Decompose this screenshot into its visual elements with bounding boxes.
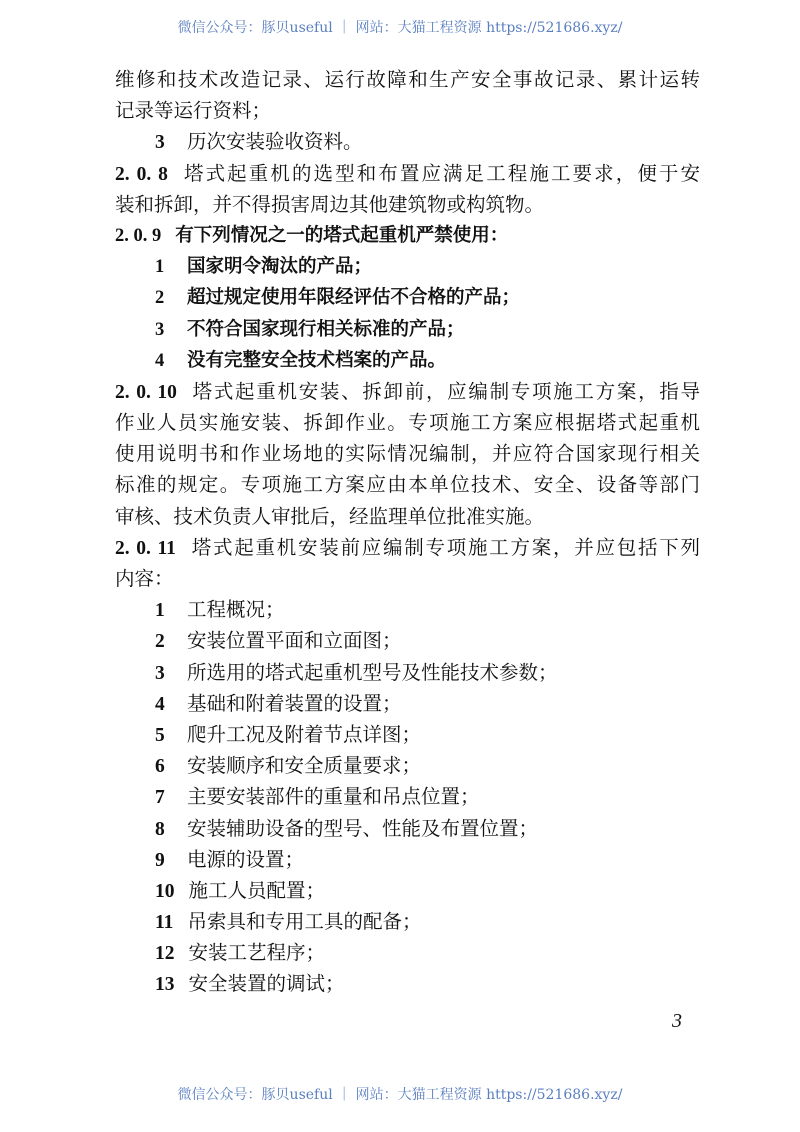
item-text: 安装位置平面和立面图； (187, 629, 402, 653)
page-number: 3 (672, 1010, 682, 1032)
item-text: 安装辅助设备的型号、性能及布置位置； (187, 816, 539, 840)
clause-2-0-8 (115, 158, 700, 189)
text-line: 内容： (115, 567, 174, 590)
clause-number: 2. 0. 10 (115, 381, 177, 403)
item-number: 9 (155, 849, 165, 871)
list-item (115, 781, 700, 812)
list-item (115, 657, 700, 688)
list-item (115, 844, 700, 875)
item-text: 爬升工况及附着节点详图； (187, 722, 422, 746)
item-number: 2 (155, 631, 165, 653)
item-number: 11 (155, 912, 174, 934)
clause-number: 2. 0. 9 (115, 225, 162, 246)
item-number: 1 (155, 257, 165, 278)
clause-text: 塔式起重机安装、拆卸前，应编制专项施工方案，指导 (190, 379, 700, 403)
item-text: 国家明令淘汰的产品； (187, 256, 373, 278)
item-number: 3 (155, 662, 165, 684)
clause-text: 塔式起重机安装前应编制专项施工方案，并应包括下列 (189, 535, 700, 559)
item-text: 主要安装部件的重量和吊点位置； (187, 785, 480, 809)
list-item (115, 625, 700, 656)
list-item (115, 282, 700, 313)
list-item (115, 314, 700, 345)
item-text: 施工人员配置； (188, 878, 326, 902)
text-line: 记录等运行资料； (115, 99, 272, 123)
list-item (115, 813, 700, 844)
list-item (115, 688, 700, 719)
item-text: 超过规定使用年限经评估不合格的产品； (187, 287, 521, 309)
item-number: 2 (155, 288, 165, 309)
clause-2-0-10 (115, 376, 700, 407)
item-text: 安全装置的调试； (188, 972, 345, 996)
item-number: 13 (155, 974, 175, 996)
text-line: 维修和技术改造记录、运行故障和生产安全事故记录、累计运转 (115, 68, 700, 91)
clause-number: 2. 0. 11 (115, 537, 176, 559)
item-number: 4 (155, 693, 165, 715)
clause-text: 塔式起重机的选型和布置应满足工程施工要求，便于安 (181, 161, 700, 185)
item-number: 10 (155, 880, 175, 902)
item-number: 8 (155, 818, 165, 840)
list-item (115, 937, 700, 968)
watermark-footer: 微信公众号：豚贝useful ｜ 网站：大猫工程资源 https://521686.xyz/ (177, 1087, 623, 1103)
list-item (115, 875, 700, 906)
item-text: 工程概况； (187, 598, 285, 622)
item-text: 历次安装验收资料。 (187, 130, 363, 154)
clause-text: 有下列情况之一的塔式起重机严禁使用： (175, 224, 509, 246)
item-text: 电源的设置； (187, 847, 305, 871)
item-text: 基础和附着装置的设置； (187, 691, 402, 715)
item-number: 3 (155, 319, 165, 340)
item-text: 吊索具和专用工具的配备； (187, 910, 422, 934)
clause-2-0-9 (115, 220, 700, 251)
item-text: 安装顺序和安全质量要求； (187, 754, 422, 778)
list-item (115, 345, 700, 376)
list-item (115, 594, 700, 625)
item-text: 没有完整安全技术档案的产品。 (187, 349, 447, 371)
item-text: 不符合国家现行相关标准的产品； (187, 318, 465, 340)
item-number: 7 (155, 787, 165, 809)
text-line: 装和拆卸，并不得损害周边其他建筑物或构筑物。 (115, 192, 545, 216)
list-item (115, 906, 700, 937)
list-item (115, 719, 700, 750)
clause-number: 2. 0. 8 (115, 163, 168, 185)
item-number: 1 (155, 600, 165, 622)
item-number: 6 (155, 756, 165, 778)
list-item (115, 750, 700, 781)
text-line: 审核、技术负责人审批后，经监理单位批准实施。 (115, 504, 545, 528)
text-line: 作业人员实施安装、拆卸作业。专项施工方案应根据塔式起重机 (115, 411, 700, 435)
watermark-header: 微信公众号：豚贝useful ｜ 网站：大猫工程资源 https://521686.xyz/ (177, 20, 623, 36)
item-number: 12 (155, 943, 175, 965)
text-line: 使用说明书和作业场地的实际情况编制，并应符合国家现行相关 (115, 442, 700, 466)
item-text: 安装工艺程序； (188, 941, 326, 965)
list-item (115, 251, 700, 282)
item-text: 所选用的塔式起重机型号及性能技术参数； (187, 660, 558, 684)
text-line: 标准的规定。专项施工方案应由本单位技术、安全、设备等部门 (115, 473, 700, 497)
list-item (115, 968, 700, 999)
clause-2-0-11 (115, 532, 700, 563)
list-item (115, 126, 700, 157)
item-number: 4 (155, 350, 165, 371)
item-number: 5 (155, 724, 165, 746)
item-number: 3 (155, 132, 165, 154)
document-body (115, 64, 700, 1000)
